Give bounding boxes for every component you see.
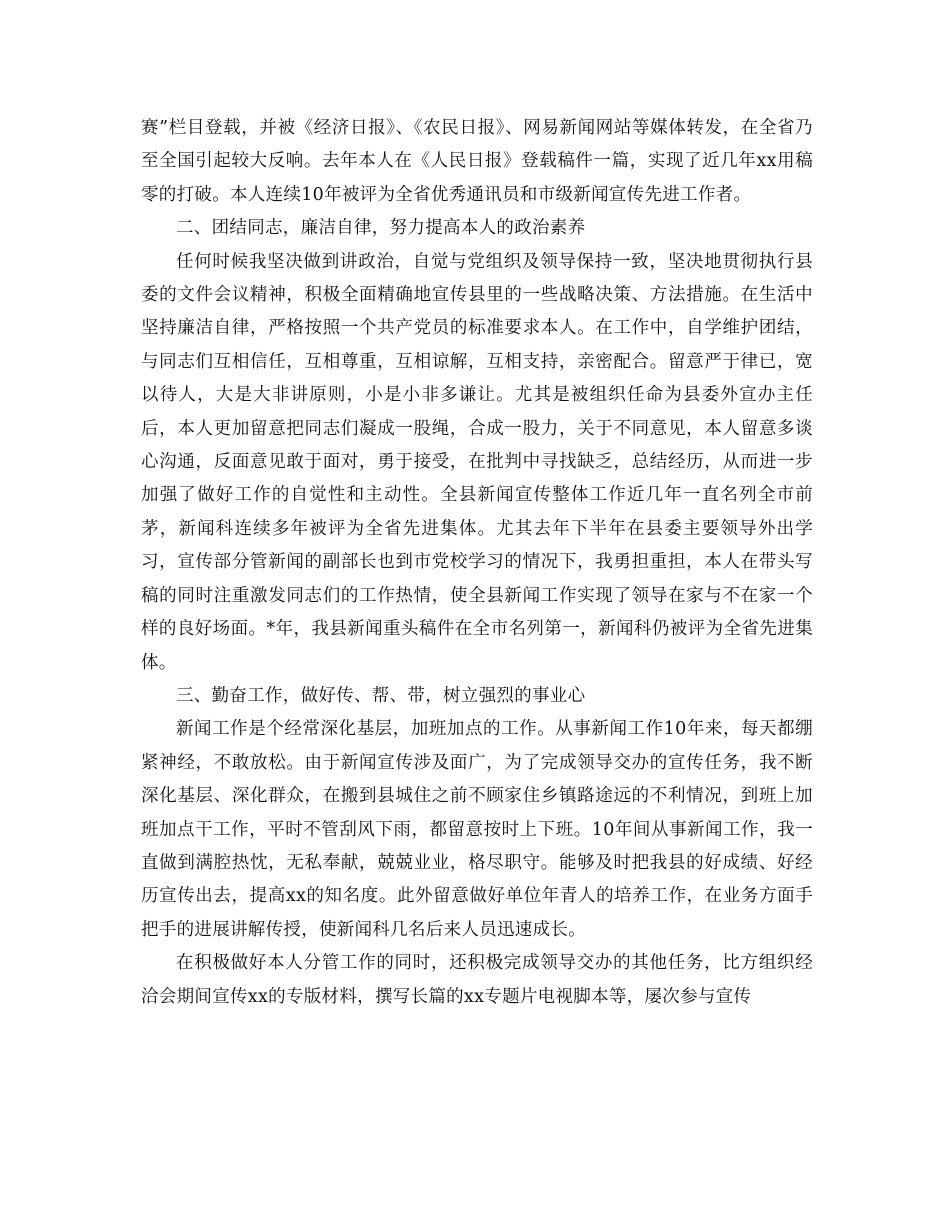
paragraph-other-tasks: 在积极做好本人分管工作的同时，还积极完成领导交办的其他任务，比方组织经洽会期间宣传xx的专版材料，撰写长篇的xx专题片电视脚本等，屡次参与宣传 [141, 953, 813, 1007]
paragraph-section-two-body: 任何时候我坚决做到讲政治，自觉与党组织及领导保持一致，坚决地贯彻执行县委的文件会议精神，积极全面精确地宣传县里的一些战略决策、方法措施。在生活中坚持廉洁自律，严格按照一个共产党员的标准要求本人。在工作中，自学维护团结，与同志们互相信任，互相尊重，互相谅解，互相支持，亲密配合。留意严于律已，宽以待人，大是大非讲原则，小是小非多谦让。尤其是被组织任命为县委外宣办主任后，本人更加留意把同志们凝成一股绳，合成一股力，关于不同意见，本人留意多谈心沟通，反面意见敢于面对，勇于接受，在批判中寻找缺乏，总结经历，从而进一步加强了做好工作的自觉性和主动性。全县新闻宣传整体工作近几年一直名列全市前茅，新闻科连续多年被评为全省先进集体。尤其去年下半年在县委主要领导外出学习，宣传部分管新闻的副部长也到市党校学习的情况下，我勇担重担，本人在带头写稿的同时注重激发同志们的工作热情，使全县新闻工作实现了领导在家与不在家一个样的良好场面。*年，我县新闻重头稿件在全市名列第一，新闻科仍被评为全省先进集体。 [141, 251, 813, 673]
section-heading-two: 二、团结同志，廉洁自律，努力提高本人的政治素养 [176, 218, 586, 239]
section-heading-three: 三、勤奋工作，做好传、帮、带，树立强烈的事业心 [176, 685, 586, 706]
document-page [141, 112, 813, 1014]
paragraph-intro-continuation: 赛”栏目登载，并被《经济日报》、《农民日报》、网易新闻网站等媒体转发，在全省乃至全国引起较大反响。去年本人在《人民日报》登载稿件一篇，实现了近几年xx用稿零的打破。本人连续10年被评为全省优秀通讯员和市级新闻宣传先进工作者。 [141, 118, 813, 205]
paragraph-section-three-body: 新闻工作是个经常深化基层，加班加点的工作。从事新闻工作10年来，每天都绷紧神经，不敢放松。由于新闻宣传涉及面广，为了完成领导交办的宣传任务，我不断深化基层、深化群众，在搬到县城住之前不顾家住乡镇路途远的不利情况，到班上加班加点干工作，平时不管刮风下雨，都留意按时上下班。10年间从事新闻工作，我一直做到满腔热忱，无私奉献，兢兢业业，格尽职守。能够及时把我县的好成绩、好经历宣传出去，提高xx的知名度。此外留意做好单位年青人的培养工作，在业务方面手把手的进展讲解传授，使新闻科几名后来人员迅速成长。 [141, 719, 813, 940]
